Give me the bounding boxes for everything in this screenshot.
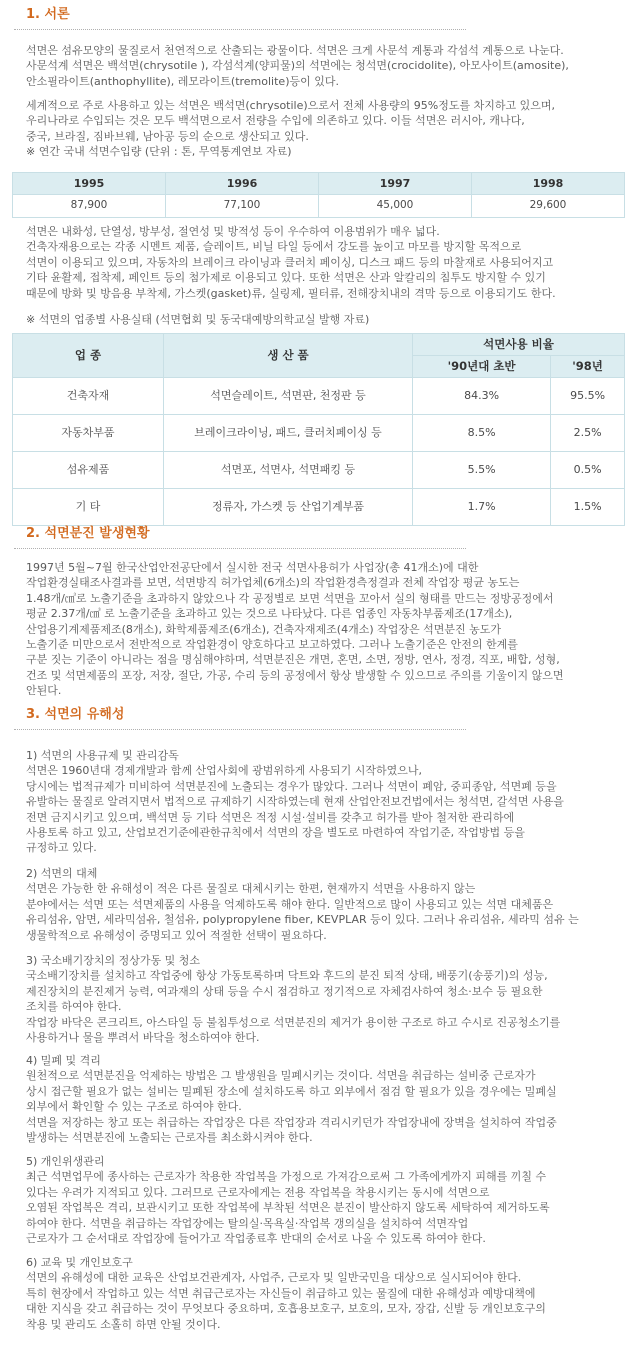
hazard-item-6 (26, 1255, 546, 1332)
import-year-1998: 1998 (472, 173, 625, 195)
text-line: 생물학적으로 유해성이 증명되고 있어 적절한 선택이 필요하다. (26, 928, 327, 942)
usage-cell-product: 브레이크라이닝, 패드, 클러치페이싱 등 (164, 415, 413, 452)
text-line: 석면은 1960년대 경제개발과 함께 산업사회에 광범위하게 사용되기 시작하였으나, (26, 764, 422, 778)
usage-table-note (26, 312, 633, 327)
usage-header-early90s: '90년대 초반 (413, 356, 551, 378)
text-line: 원천적으로 석면분진을 억제하는 방법은 그 발생원을 밀폐시키는 것이다. 석면을 취급하는 설비중 근로자가 (26, 1069, 536, 1083)
import-value-1997: 45,000 (319, 195, 472, 218)
text-line: 작업장 바닥은 콘크리트, 아스타일 등 불침투성으로 석면분진의 제거가 용이한 구조로 하고 수시로 진공청소기를 (26, 1015, 561, 1029)
text-line: 있다는 우려가 지적되고 있다. 그러므로 근로자에게는 전용 작업복을 착용시키는 동시에 석면으로 (26, 1185, 490, 1199)
usage-cell-product: 석면슬레이트, 석면판, 천정판 등 (164, 378, 413, 415)
text-line: 발생하는 석면분진에 노출되는 근로자를 최소화시켜야 한다. (26, 1131, 313, 1145)
text-line: 노출기준 미만으로서 전반적으로 작업환경이 양호하다고 보고하였다. 그러나 노출기준은 안전의 한계를 (26, 638, 518, 652)
import-year-1997: 1997 (319, 173, 472, 195)
text-line: 규정하고 있다. (26, 841, 97, 855)
text-line: 안소필라이트(anthophyllite), 레모라이트(tremolite)등이 있다. (26, 74, 339, 88)
section-1-paragraph-3 (26, 224, 633, 301)
hazard-item-heading: 3) 국소배기장치의 정상가동 및 청소 (26, 954, 201, 967)
usage-cell-y98: 2.5% (551, 415, 625, 452)
text-line: 석면의 유해성에 대한 교육은 산업보건관계자, 사업주, 근로자 및 일반국민을 대상으로 실시되어야 한다. (26, 1271, 522, 1285)
usage-cell-product: 석면포, 석면사, 석면패킹 등 (164, 452, 413, 489)
usage-cell-y98: 1.5% (551, 489, 625, 526)
usage-cell-early90s: 5.5% (413, 452, 551, 489)
usage-cell-industry: 건축자재 (13, 378, 164, 415)
section-3-title: 3. 석면의 유해성 (26, 707, 125, 722)
text-line: 당시에는 법적규제가 미비하여 석면분진에 노출되는 경우가 많았다. 그러나 석면이 폐암, 중피종암, 석면폐 등을 (26, 779, 557, 793)
usage-cell-y98: 0.5% (551, 452, 625, 489)
section-1-title: 1. 서론 (26, 7, 70, 22)
text-line: 제진장치의 분진제거 능력, 여과재의 상태 등을 수시 점검하고 정기적으로 자체검사하여 청소·보수 등 필요한 (26, 984, 543, 998)
usage-cell-early90s: 1.7% (413, 489, 551, 526)
text-line: 근로자가 그 순서대로 작업장에 들어가고 작업종료후 반대의 순서로 나올 수 있도록 하여야 한다. (26, 1232, 486, 1246)
hazard-item-4 (26, 1053, 557, 1145)
hazard-item-1 (26, 748, 564, 856)
section-3-divider (14, 729, 466, 730)
hazard-item-heading: 1) 석면의 사용규제 및 관리감독 (26, 749, 179, 762)
section-2-title: 2. 석면분진 발생현황 (26, 526, 150, 541)
hazard-item-2 (26, 866, 579, 943)
text-line: 특히 현장에서 작업하고 있는 석면 취급근로자는 자신들이 취급하고 있는 물질에 대한 유해성과 예방대책에 (26, 1286, 536, 1300)
text-line: 사문석계 석면은 백석면(chrysotile ), 각섬석계(양피물)의 석면에는 청석면(crocidolite), 아모사이트(amosite), (26, 59, 569, 73)
text-line: 최근 석면업무에 종사하는 근로자가 착용한 작업복을 가정으로 가져감으로써 그 가족에게까지 피해를 끼칠 수 (26, 1170, 547, 1184)
text-line: 우리나라로 수입되는 것은 모두 백석면으로서 전량을 수입에 의존하고 있다. 이들 석면은 러시아, 캐나다, (26, 114, 525, 128)
section-1-paragraph-1 (26, 43, 633, 89)
usage-header-1998: '98년 (551, 356, 625, 378)
text-line: 세계적으로 주로 사용하고 있는 석면은 백석면(chrysotile)으로서 전체 사용량의 95%정도를 차지하고 있으며, (26, 99, 555, 112)
text-line: 때문에 방화 및 방음용 부착제, 가스켓(gasket)류, 실링제, 필터류, 전해장치내의 격막 등으로 이용되기도 한다. (26, 286, 556, 300)
import-value-1996: 77,100 (166, 195, 319, 218)
text-line: 산업용기계제품제조(8개소), 화학제품제조(6개소), 건축자재제조(4개소) 작업장은 석면분진 농도가 (26, 622, 502, 636)
text-line: 구분 짓는 기준이 아니라는 점을 명심해야하며, 석면분진은 개면, 혼면, 소면, 정방, 연사, 정경, 직포, 배합, 성형, (26, 653, 560, 667)
import-value-1998: 29,600 (472, 195, 625, 218)
import-table-header-row (13, 173, 625, 195)
text-line: 석면은 내화성, 단열성, 방부성, 절연성 및 방적성 등이 우수하여 이용범위가 매우 넓다. (26, 225, 440, 238)
text-line: 국소배기장치를 설치하고 작업중에 항상 가동토록하며 닥트와 후드의 분진 퇴적 상태, 배풍기(송풍기)의 성능, (26, 969, 548, 983)
usage-cell-industry: 기 타 (13, 489, 164, 526)
text-line: 상시 접근할 필요가 없는 설비는 밀폐된 장소에 설치하도록 하고 외부에서 점검 할 필요가 있을 경우에는 밀폐실 (26, 1084, 557, 1098)
import-year-1995: 1995 (13, 173, 166, 195)
hazard-item-heading: 6) 교육 및 개인보호구 (26, 1256, 133, 1269)
text-line: 유리섬유, 암면, 세라믹섬유, 철섬유, polypropylene fiber, KEVPLAR 등이 있다. 그러나 유리섬유, 세라믹 섬유 는 (26, 913, 579, 927)
hazard-item-5 (26, 1154, 550, 1246)
text-line: 오염된 작업복은 격리, 보관시키고 또한 작업복에 부착된 석면은 분진이 발산하지 않도록 세탁하여 제거하도록 (26, 1201, 550, 1215)
text-line: 조치를 하여야 한다. (26, 1000, 122, 1014)
usage-cell-industry: 섬유제품 (13, 452, 164, 489)
usage-table-header-row-1 (13, 334, 625, 356)
usage-cell-y98: 95.5% (551, 378, 625, 415)
usage-table-row (13, 489, 625, 526)
usage-cell-industry: 자동차부품 (13, 415, 164, 452)
usage-table-body (13, 378, 625, 526)
text-line: 석면을 저장하는 창고 또는 취급하는 작업장은 다른 작업장과 격리시키던가 작업장내에 장벽을 설치하여 작업중 (26, 1115, 557, 1129)
section-2-divider (14, 548, 466, 549)
hazard-item-heading: 5) 개인위생관리 (26, 1155, 105, 1168)
text-line: 1.48개/㎤로 노출기준을 초과하지 않았으나 각 공정별로 보면 석면을 꼬아서 실의 형태를 만드는 정방공정에서 (26, 591, 554, 605)
text-line: 사용하거나 물을 뿌려서 바닥을 청소하여야 한다. (26, 1031, 260, 1045)
text-line: ※ 연간 국내 석면수입량 (단위 : 톤, 무역통계연보 자료) (26, 145, 292, 159)
hazard-item-heading: 4) 밀폐 및 격리 (26, 1054, 101, 1067)
usage-table-row (13, 452, 625, 489)
text-line: 사용토록 하고 있고, 산업보건기준에관한규칙에서 석면의 장을 별도로 마련하여 작업기준, 작업방법 등을 (26, 826, 525, 840)
text-line: 중국, 브라질, 짐바브웨, 남아공 등의 순으로 생산되고 있다. (26, 129, 309, 143)
section-1-paragraph-2 (26, 98, 633, 160)
usage-header-product: 생 산 품 (164, 334, 413, 378)
text-line: 전면 금지시키고 있으며, 백석면 등 기타 석면은 적정 시설·설비를 갖추고 허가를 받아 철저한 관리하에 (26, 810, 515, 824)
usage-cell-early90s: 84.3% (413, 378, 551, 415)
text-line: 착용 및 관리도 소홀히 하면 안될 것이다. (26, 1317, 221, 1331)
text-line: 대한 지식을 갖고 취급하는 것이 무엇보다 중요하며, 호흡용보호구, 보호의, 모자, 장갑, 신발 등 개인보호구의 (26, 1302, 546, 1316)
usage-table-row (13, 415, 625, 452)
text-line: 석면이 이용되고 있으며, 자동차의 브레이크 라이닝과 클러치 페이싱, 디스크 패드 등의 마찰재로 사용되어지고 (26, 255, 554, 269)
text-line: 유발하는 물질로 알려지면서 법적으로 규제하기 시작하였는데 현재 산업안전보건법에서는 청석면, 갈석면 사용을 (26, 795, 564, 809)
text-line: 기타 윤활제, 접착제, 페인트 등의 첨가제로 이용되고 있다. 또한 석면은 산과 알칼리의 침투도 방지할 수 있기 (26, 271, 546, 285)
text-line: 안된다. (26, 684, 62, 698)
usage-cell-early90s: 8.5% (413, 415, 551, 452)
text-line: 외부에서 확인할 수 있는 구조로 하여야 한다. (26, 1100, 242, 1114)
hazard-item-3 (26, 953, 560, 1045)
text-line: 1997년 5월~7월 한국산업안전공단에서 실시한 전국 석면사용허가 사업장(총 41개소)에 대한 (26, 561, 479, 574)
text-line: 석면은 섬유모양의 물질로서 천연적으로 산출되는 광물이다. 석면은 크게 사문석 계통과 각섬석 계통으로 나눈다. (26, 44, 564, 57)
section-1-divider (14, 29, 466, 30)
text-line: 분야에서는 석면 또는 석면제품의 사용을 억제하도록 해야 한다. 일반적으로 많이 사용되고 있는 석면 대체품은 (26, 897, 554, 911)
text-line: 작업환경실태조사결과를 보면, 석면방직 허가업체(6개소)의 작업환경측정결과 전체 작업장 평균 농도는 (26, 576, 520, 590)
import-year-1996: 1996 (166, 173, 319, 195)
industry-usage-table (12, 333, 625, 526)
usage-header-ratio: 석면사용 비율 (413, 334, 625, 356)
hazard-item-heading: 2) 석면의 대체 (26, 867, 98, 880)
text-line: 건조 및 석면제품의 포장, 저장, 절단, 가공, 수리 등의 공정에서 항상 발생할 수 있으므로 주의를 기울이지 않으면 (26, 668, 564, 682)
text-line: 하여야 한다. 석면을 취급하는 작업장에는 탈의실·목욕실·작업복 갱의실을 설치하여 석면작업 (26, 1216, 469, 1230)
usage-note-text: ※ 석면의 업종별 사용실태 (석면협회 및 동국대예방의학교실 발행 자료) (26, 313, 370, 326)
import-volume-table (12, 172, 625, 218)
text-line: 석면은 가능한 한 유해성이 적은 다른 물질로 대체시키는 한편, 현재까지 석면을 사용하지 않는 (26, 882, 476, 896)
import-table-value-row (13, 195, 625, 218)
text-line: 건축자재용으로는 각종 시멘트 제품, 슬레이트, 비닐 타일 등에서 강도를 높이고 마모를 방지할 목적으로 (26, 240, 522, 254)
text-line: 평균 2.37개/㎤ 로 노출기준을 초과하고 있는 것으로 나타났다. 다른 업종인 자동차부품제조(17개소), (26, 607, 513, 621)
usage-cell-product: 정류자, 가스켓 등 산업기계부품 (164, 489, 413, 526)
section-2-paragraph (26, 560, 633, 699)
usage-table-row (13, 378, 625, 415)
import-value-1995: 87,900 (13, 195, 166, 218)
usage-header-industry: 업 종 (13, 334, 164, 378)
